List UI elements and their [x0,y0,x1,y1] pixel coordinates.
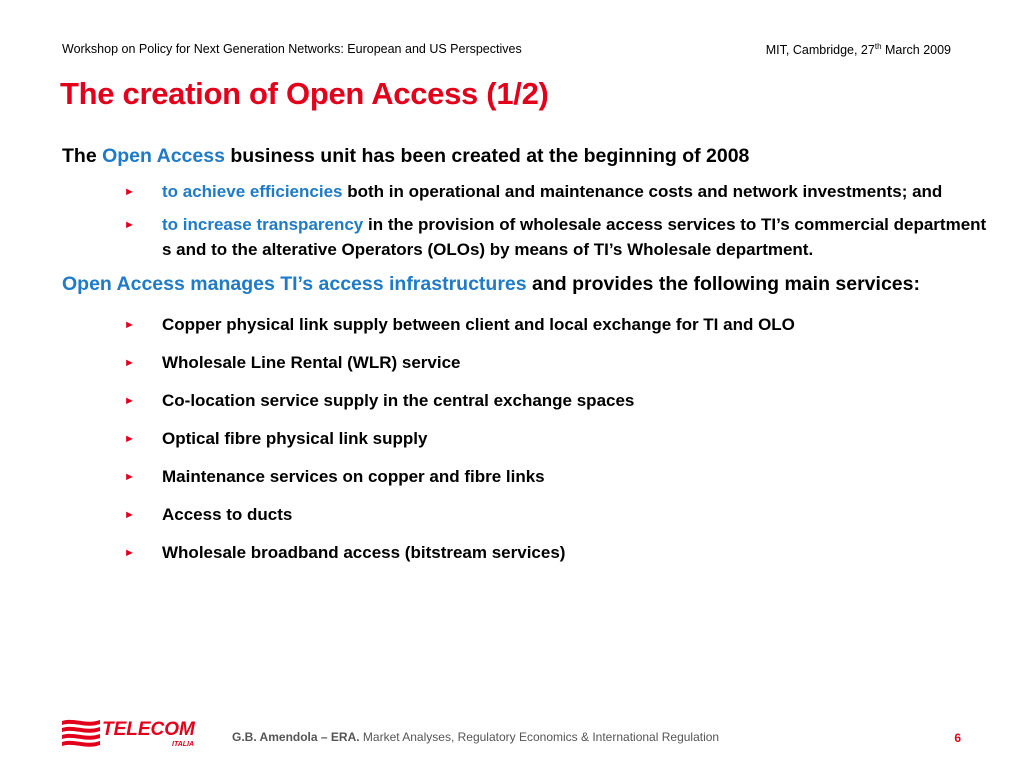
list-item [62,350,992,375]
page-number: 6 [954,731,961,745]
bullet-text: Wholesale Line Rental (WLR) service [162,353,461,372]
slide-title: The creation of Open Access (1/2) [60,76,549,111]
list-item [62,502,992,527]
bullet-text: in the provision of wholesale access services to TI’s commercial department s and to the alterative Operators (OLOs) by means of TI’s Wholesale department. [162,215,987,259]
triangle-right-icon: ► [124,471,135,483]
lead-highlight: Open Access [102,145,225,167]
triangle-right-icon: ► [124,186,135,198]
list-item [62,179,992,204]
header-date-suffix: March 2009 [881,43,951,58]
section1-bullet-list [62,179,992,262]
triangle-right-icon: ► [124,509,135,521]
bullet-highlight: to achieve efficiencies [162,182,343,201]
bullet-text: Copper physical link supply between client and local exchange for TI and OLO [162,315,795,334]
list-item [62,540,992,565]
lead-after: business unit has been created at the beginning of 2008 [224,145,750,167]
section2-bullet-list [62,312,992,565]
list-item [62,212,992,262]
telecom-italia-logo [60,715,212,749]
list-item [62,464,992,489]
bullet-text: Maintenance services on copper and fibre links [162,467,545,486]
footer-credit [232,730,719,744]
bullet-text: both in operational and maintenance costs and network investments; and [342,182,943,201]
logo-wordmark: TELECOM [102,719,195,740]
header-date-prefix: MIT, Cambridge, 27 [765,43,875,58]
bullet-text: Wholesale broadband access (bitstream services) [162,543,566,562]
header-location-date [766,42,951,57]
logo-subword: ITALIA [172,741,195,748]
section2-lead [62,270,992,299]
header-date-sup: th [874,42,882,51]
section1-lead [62,142,992,171]
slide-content [62,142,992,578]
bullet-highlight: to increase transparency [162,215,364,234]
list-item [62,312,992,337]
lead-after: and provides the following main services: [526,273,920,295]
triangle-right-icon: ► [124,547,135,559]
list-item [62,426,992,451]
lead-highlight: Open Access manages TI’s access infrastructures [62,273,527,295]
triangle-right-icon: ► [124,433,135,445]
logo-wave-icon [62,720,100,747]
bullet-text: Co-location service supply in the central exchange spaces [162,391,635,410]
triangle-right-icon: ► [124,219,135,231]
lead-before: The [62,145,103,167]
list-item [62,388,992,413]
bullet-text: Optical fibre physical link supply [162,429,428,448]
triangle-right-icon: ► [124,319,135,331]
header-event-title: Workshop on Policy for Next Generation Networks: European and US Perspectives [62,42,522,56]
bullet-text: Access to ducts [162,505,293,524]
footer-author: G.B. Amendola – ERA. [232,730,360,744]
footer-description: Market Analyses, Regulatory Economics & International Regulation [359,730,720,744]
triangle-right-icon: ► [124,357,135,369]
triangle-right-icon: ► [124,395,135,407]
